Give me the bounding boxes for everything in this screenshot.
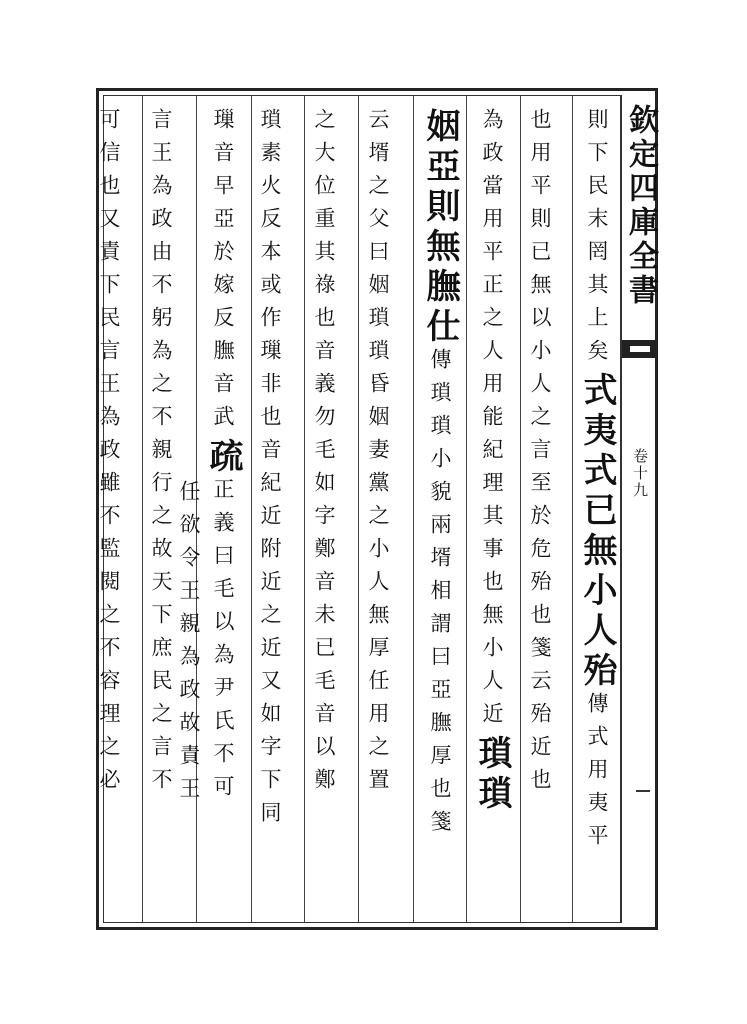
text-column xyxy=(313,108,334,801)
text-column xyxy=(420,108,460,843)
margin-tick xyxy=(636,790,650,792)
text-segment: 則下民末罔其上矣 xyxy=(585,108,609,372)
text-column xyxy=(203,108,243,808)
text-segment: 璅音早亞於嫁反膴音武 xyxy=(211,108,235,438)
text-segment: 式夷式已無小人殆 xyxy=(577,372,617,692)
text-segment: 瑣素火反本或作璅非也音紀近附近之近又如字下同 xyxy=(258,108,282,834)
column-divider xyxy=(413,96,414,922)
text-column xyxy=(178,480,199,810)
text-segment: 言王為政由不躬為之不親行之故天下庶民之言不 xyxy=(149,108,173,801)
text-segment: 正義曰毛以為尹氏不可 xyxy=(211,478,235,808)
text-column xyxy=(367,108,388,801)
text-column xyxy=(98,108,119,801)
text-segment: 傳瑣瑣小貌兩壻相謂曰亞膴厚也箋 xyxy=(428,348,452,843)
text-segment: 姻亞則無膴仕 xyxy=(420,108,460,348)
column-divider xyxy=(251,96,252,922)
book-title: 欽定四庫全書 xyxy=(623,104,658,308)
text-segment: 任欲令王親為政故責王 xyxy=(177,480,201,810)
text-segment: 可信也又責下民言王為政雖不監閱之不容理之必 xyxy=(97,108,121,801)
text-column xyxy=(577,108,617,857)
text-segment: 勿毛如字鄭音未已毛音以鄭 xyxy=(312,405,336,801)
text-segment: 音義 xyxy=(312,339,336,405)
text-segment: 也用平則已無以小人之言至於危殆也箋云殆近也 xyxy=(528,108,552,801)
fishtail-mark xyxy=(622,340,658,358)
column-divider xyxy=(466,96,467,922)
juan-number: 卷十九 xyxy=(631,448,649,499)
text-segment: 瑣瑣 xyxy=(472,735,512,815)
column-divider xyxy=(520,96,521,922)
column-divider xyxy=(142,96,143,922)
text-column xyxy=(150,108,171,801)
text-column xyxy=(259,108,280,834)
text-segment: 為政當用平正之人用能紀理其事也無小人近 xyxy=(480,108,504,735)
text-column xyxy=(529,108,550,801)
text-segment: 云壻之父曰姻瑣瑣昏姻妻黨之小人無厚任用之置 xyxy=(366,108,390,801)
text-segment: 之大位重其祿也 xyxy=(312,108,336,339)
text-segment: 疏 xyxy=(203,438,243,478)
column-divider xyxy=(358,96,359,922)
column-divider xyxy=(572,96,573,922)
text-column xyxy=(472,108,512,815)
text-segment: 傳式用夷平 xyxy=(585,692,609,857)
column-divider xyxy=(304,96,305,922)
